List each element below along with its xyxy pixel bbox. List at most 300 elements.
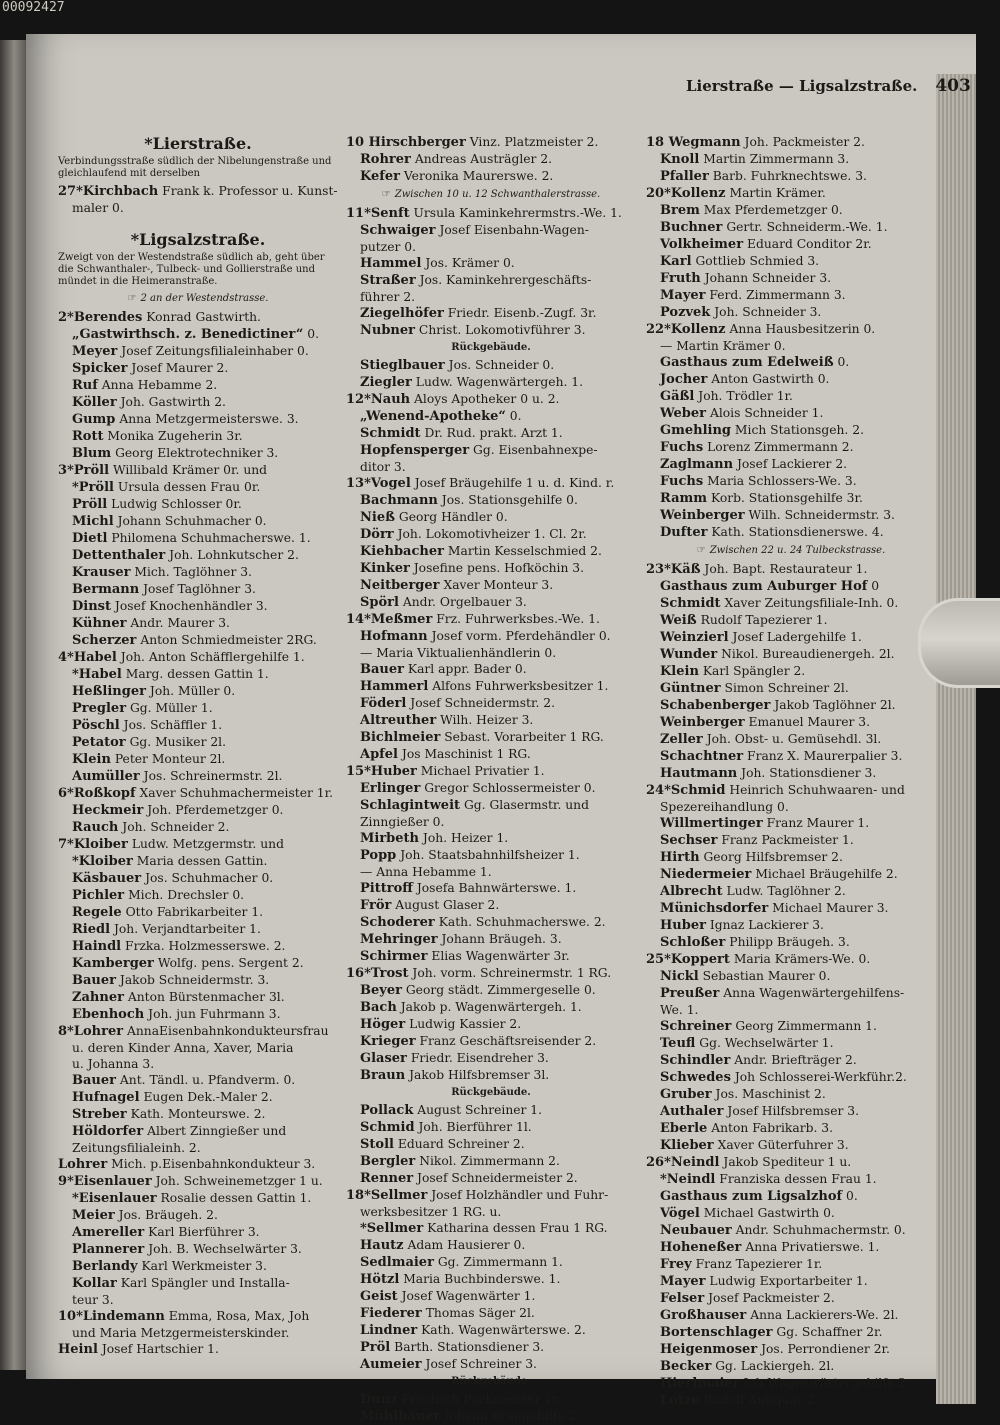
resident-name: 23*Käß [646,562,701,577]
resident-details: Xaver Güterfuhrer 3. [717,1138,849,1152]
resident-details: Spezereihandlung 0. [660,800,789,814]
resident-name: Hautmann [660,766,738,781]
resident-name: Weinzierl [660,630,729,645]
resident-name: Köller [72,395,117,410]
resident-name: Klein [660,664,699,679]
resident-entry [646,1103,936,1120]
resident-name: Pöschl [72,718,120,733]
resident-name: Bermann [72,582,140,597]
resident-details: Michael Gastwirth 0. [703,1206,835,1220]
resident-entry [58,1006,338,1023]
resident-details: Xaver Schuhmachermeister 1r. [139,786,334,800]
resident-details: — Anna Hebamme 1. [360,865,492,879]
resident-details: Anna Hebamme 2. [101,378,218,392]
resident-name: Schmidt [660,596,721,611]
resident-name: Heinl [58,1342,98,1357]
resident-details: Jos. Schuhmacher 0. [145,871,274,885]
resident-entry [346,134,636,151]
resident-name: Kollar [72,1276,117,1291]
resident-entry [646,524,936,541]
resident-entry [346,425,636,442]
resident-name: Regele [72,905,122,920]
resident-details: und Maria Metzgermeisterskinder. [72,1326,290,1340]
resident-entry [646,354,936,371]
resident-name: Stieglbauer [360,358,445,373]
resident-details: Veronika Maurerswe. 2. [403,169,554,183]
resident-entry [58,700,338,717]
resident-details: Karl Werkmeister 3. [141,1259,267,1273]
resident-details: 0. [837,355,850,369]
resident-name: Zaglmann [660,457,734,472]
resident-entry [646,1273,936,1290]
resident-name: Nickl [660,969,699,984]
resident-entry [646,1018,936,1035]
resident-entry [346,982,636,999]
resident-name: Sechser [660,833,718,848]
resident-name: Bachmann [360,493,438,508]
resident-name: Weber [660,406,707,421]
resident-name: Becker [660,1359,712,1374]
resident-entry [58,768,338,785]
resident-entry [646,968,936,985]
resident-details: Josef Wagenwärter 1. [401,1289,536,1303]
resident-details: Ludw. Wagenwärtergeh. 1. [415,375,584,389]
resident-entry [58,955,338,972]
resident-details: Ignaz Lackierer 3. [709,918,824,932]
street-description: Zweigt von der Westendstraße südlich ab, geht über die Schwanthaler-, Tulbeck- und Gollierstraße und mündet in die Heimeranstraße. [58,252,325,287]
resident-name: 6*Roßkopf [58,786,136,801]
resident-name: Aumeier [360,1357,422,1372]
resident-details: Franz Maurer 1. [766,816,870,830]
resident-entry [58,751,338,768]
resident-details: Josef Taglöhner 3. [143,582,256,596]
resident-details: Andr. Maurer 3. [130,616,230,630]
resident-name: Sedlmaier [360,1255,434,1270]
resident-entry [346,645,636,661]
resident-entry [58,1292,338,1308]
resident-details: Ludw. Metzgermstr. und [131,837,284,851]
resident-details: Jos. Maschinist 2. [715,1087,826,1101]
resident-name: Rott [72,429,104,444]
resident-details: Konrad Gastwirth. [146,310,261,324]
resident-details: Josef Hartschier 1. [101,1342,219,1356]
resident-entry [346,628,636,645]
resident-details: Mich Stationsgeh. 2. [734,423,864,437]
resident-entry [646,1341,936,1358]
resident-details: Rudolf Antiquar 2. [703,1393,819,1407]
resident-details: u. deren Kinder Anna, Xaver, Maria [72,1041,294,1055]
resident-entry [58,887,338,904]
resident-name: Bach [360,1000,397,1015]
resident-entry [58,428,338,445]
resident-entry [58,394,338,411]
resident-name: 18*Sellmer [346,1188,428,1203]
resident-name: Hoheneßer [660,1240,742,1255]
resident-details: Georg Elektrotechniker 3. [115,446,279,460]
resident-entry [58,870,338,887]
resident-entry [646,866,936,883]
resident-name: Aumüller [72,769,140,784]
resident-entry [646,422,936,439]
street-heading: *Lierstraße. [144,134,252,153]
resident-details: führer 2. [360,290,416,304]
column-right [646,134,936,1409]
resident-entry [646,595,936,612]
cross-street-text: Zwischen 22 u. 24 Tulbeckstrasse. [709,545,886,556]
resident-details: Joh. Obst- u. Gemüsehdl. 3l. [706,732,882,746]
resident-details: Maria Buchbinderswe. 1. [403,1272,561,1286]
resident-entry [58,1072,338,1089]
resident-entry [58,785,338,802]
resident-details: Heinrich Schuhwaaren- und [729,783,905,797]
resident-name: Bauer [72,1073,116,1088]
resident-entry [346,847,636,864]
resident-details: Joh. Gastwirth 2. [120,395,226,409]
resident-details: Karl appr. Bader 0. [407,662,527,676]
resident-name: Schwedes [660,1070,731,1085]
resident-entry [346,594,636,611]
resident-entry [346,255,636,272]
resident-entry [58,972,338,989]
resident-details: Franz Geschäftsreisender 2. [419,1034,597,1048]
resident-name: Heigenmoser [660,1342,758,1357]
resident-details: Anna Privatierswe. 1. [745,1240,880,1254]
resident-details: Joh. Lohnkutscher 2. [169,548,299,562]
resident-details: Joh Wagenwärtergehilfe 2. [743,1376,910,1390]
resident-name: Güntner [660,681,721,696]
resident-name: Buchner [660,220,723,235]
resident-details: Josef Knochenhändler 3. [114,599,268,613]
resident-entry [58,1023,338,1040]
resident-entry [58,717,338,734]
resident-name: Spicker [72,361,128,376]
resident-name: 16*Trost [346,966,409,981]
resident-name: Petator [72,735,126,750]
resident-name: Vögel [660,1206,700,1221]
resident-details: Josef Hilfsbremser 3. [727,1104,860,1118]
resident-details: Kath. Wagenwärterswe. 2. [421,1323,586,1337]
resident-name: Bortenschlager [660,1325,773,1340]
resident-details: u. Johanna 3. [72,1057,155,1071]
resident-details: Maria Krämers-We. 0. [733,952,871,966]
resident-name: Krieger [360,1034,416,1049]
resident-details: Josef Bräugehilfe 1 u. d. Kind. r. [414,476,615,490]
resident-name: Karl [660,254,692,269]
resident-details: Kath. Stationsdienerswe. 4. [711,525,884,539]
resident-entry [58,564,338,581]
resident-details: Anna Lackierers-We. 2l. [750,1308,899,1322]
resident-details: Friedrich Packmeister 1r. [401,1392,561,1406]
resident-entry [58,343,338,360]
resident-name: Ziegler [360,375,412,390]
resident-details: Georg Zimmermann 1. [735,1019,877,1033]
resident-name: Neubauer [660,1223,732,1238]
resident-entry [346,1288,636,1305]
resident-name: „Wenend-Apotheke“ [360,409,506,424]
resident-details: Anton Fabrikarb. 3. [711,1121,834,1135]
resident-details: Josef Holzhändler und Fuhr- [431,1188,609,1202]
resident-name: Braun [360,1068,406,1083]
resident-details: Philipp Bräugeh. 3. [729,935,850,949]
resident-entry [346,880,636,897]
resident-details: Alois Schneider 1. [709,406,824,420]
resident-name: Weinberger [660,508,745,523]
resident-details: We. 1. [660,1003,699,1017]
resident-name: Pozvek [660,305,711,320]
resident-details: August Schreiner 1. [417,1103,543,1117]
resident-entry [346,780,636,797]
resident-entry [346,1237,636,1254]
resident-details: Jakob Taglöhner 2l. [774,698,896,712]
resident-details: Josef vorm. Pferdehändler 0. [431,629,611,643]
resident-name: Neitberger [360,578,440,593]
resident-details: Georg Händler 0. [398,510,508,524]
resident-name: Pröll [72,497,108,512]
resident-details: Martin Zimmermann 3. [703,152,850,166]
resident-details: Andreas Austrägler 2. [414,152,553,166]
resident-name: Eberle [660,1121,708,1136]
resident-entry [58,1341,338,1358]
resident-entry [646,270,936,287]
resident-name: Weiß [660,613,697,628]
resident-entry [346,305,636,322]
resident-details: Joh. Verjandtarbeiter 1. [113,922,261,936]
resident-entry [58,921,338,938]
resident-entry [646,663,936,680]
resident-entry [646,185,936,202]
resident-name: *Eisenlauer [72,1191,157,1206]
resident-entry [346,526,636,543]
page-block-edge [936,74,976,1404]
resident-entry [646,1239,936,1256]
resident-entry [346,1170,636,1187]
resident-name: 8*Lohrer [58,1024,124,1039]
resident-name: Volkheimer [660,237,744,252]
resident-details: Joh. Bierführer 1l. [418,1120,532,1134]
resident-entry [646,1375,936,1392]
resident-details: Mich. Drechsler 0. [128,888,245,902]
resident-name: Schmidt [360,426,421,441]
resident-name: Krauser [72,565,131,580]
resident-entry [58,615,338,632]
resident-entry [58,1123,338,1140]
resident-name: Klieber [660,1138,714,1153]
resident-details: Martin Kesselschmied 2. [447,544,602,558]
rear-building-heading: Rückgebäude. [451,342,531,353]
resident-name: Gasthaus zum Ligsalzhof [660,1189,843,1204]
resident-details: Wilh. Schneidermstr. 3. [748,508,895,522]
resident-name: Heßlinger [72,684,146,699]
resident-details: Otto Fabrikarbeiter 1. [125,905,264,919]
resident-entry [58,1040,338,1056]
resident-name: 4*Habel [58,650,117,665]
resident-entry [58,1258,338,1275]
resident-details: Anton Gastwirth 0. [711,372,830,386]
resident-entry [646,219,936,236]
resident-details: Josefine pens. Hofköchin 3. [413,561,585,575]
pointing-hand-icon: ☞ [127,293,137,304]
resident-details: — Maria Viktualienhändlerin 0. [360,646,557,660]
resident-name: Niedermeier [660,867,752,882]
resident-details: Jakob Spediteur 1 u. [723,1155,852,1169]
resident-details: Elias Wagenwärter 3r. [431,949,570,963]
resident-name: *Sellmer [360,1221,424,1236]
resident-details: Andr. Orgelbauer 3. [402,595,527,609]
resident-name: Popp [360,848,397,863]
resident-entry [646,1290,936,1307]
resident-details: Ludwig Exportarbeiter 1. [709,1274,868,1288]
resident-name: Hofmann [360,629,428,644]
resident-name: Schloßer [660,935,726,950]
resident-details: Frz. Fuhrwerksbes.-We. 1. [436,612,600,626]
resident-name: Gasthaus zum Auburger Hof [660,579,868,594]
resident-entry [346,168,636,185]
resident-details: Josef Schreiner 3. [425,1357,537,1371]
resident-details: Joh. Staatsbahnhilfsheizer 1. [400,848,580,862]
resident-details: Emma, Rosa, Max, Joh [168,1309,310,1323]
resident-details: Xaver Monteur 3. [443,578,554,592]
resident-entry [346,864,636,880]
resident-entry [646,934,936,951]
resident-details: 0. [509,409,522,423]
resident-details: Christ. Lokomotivführer 3. [418,323,586,337]
resident-entry [346,205,636,222]
resident-entry [346,391,636,408]
resident-name: Erlinger [360,781,421,796]
resident-name: Schabenberger [660,698,771,713]
resident-details: Josef Schneidermstr. 2. [410,696,556,710]
resident-name: 22*Kollenz [646,322,726,337]
resident-name: *Pröll [72,480,114,495]
resident-details: Anna Hausbesitzerin 0. [729,322,876,336]
resident-details: Peter Monteur 2l. [114,752,226,766]
resident-details: Andr. Briefträger 2. [734,1053,857,1067]
resident-entry [346,1391,636,1408]
resident-details: Gg. Glasermstr. und [463,798,589,812]
resident-name: 24*Schmid [646,783,726,798]
resident-entry [646,561,936,578]
resident-entry [58,904,338,921]
resident-name: Kühner [72,616,127,631]
resident-entry [58,200,338,216]
resident-entry [646,236,936,253]
resident-details: Michael Privatier 1. [420,764,545,778]
resident-details: Willibald Krämer 0r. und [112,463,268,477]
resident-details: Ursula dessen Frau 0r. [117,480,261,494]
resident-details: Joh. vorm. Schreinermstr. 1 RG. [412,966,612,980]
resident-details: 0 [871,579,880,593]
resident-entry [58,1140,338,1156]
resident-entry [346,931,636,948]
resident-details: Nikol. Zimmermann 2. [419,1154,560,1168]
resident-entry [58,547,338,564]
resident-details: Gg. Eisenbahnexpe- [473,443,598,457]
resident-entry [58,513,338,530]
resident-entry [58,1190,338,1207]
resident-name: Fiederer [360,1306,422,1321]
resident-details: Josef Zeitungsfilialeinhaber 0. [121,344,309,358]
street-heading: *Ligsalzstraße. [130,230,266,249]
resident-entry [346,560,636,577]
resident-entry [58,530,338,547]
resident-details: Ferd. Zimmermann 3. [709,288,846,302]
resident-entry [346,746,636,763]
resident-details: Joh. Packmeister 2. [744,135,865,149]
resident-name: Pfaller [660,169,709,184]
resident-entry [646,253,936,270]
resident-entry [346,1408,636,1425]
resident-details: Joh. Schneider 3. [714,305,822,319]
resident-name: 2*Berendes [58,310,143,325]
header-title: Lierstraße — Ligsalzstraße. [686,77,918,95]
resident-details: Gottlieb Schmied 3. [695,254,820,268]
resident-name: Zeller [660,732,703,747]
resident-entry [346,678,636,695]
resident-details: Jos. Schreinermstr. 2l. [143,769,283,783]
resident-entry [646,371,936,388]
resident-entry [346,1356,636,1373]
resident-entry [646,151,936,168]
resident-entry [646,1256,936,1273]
resident-name: Riedl [72,922,111,937]
resident-name: Jocher [660,372,708,387]
resident-name: Scherzer [72,633,137,648]
resident-entry [646,473,936,490]
resident-entry [58,326,338,343]
resident-entry [646,1324,936,1341]
resident-name: „Gastwirthsch. z. Benedictiner“ [72,327,304,342]
resident-entry [346,1254,636,1271]
resident-entry [346,1136,636,1153]
resident-name: Mühlbauer [360,1409,441,1424]
resident-name: Stoll [360,1137,394,1152]
resident-name: Pröl [360,1340,391,1355]
resident-name: Schlagintweit [360,798,461,813]
resident-name: Pollack [360,1103,414,1118]
resident-name: Höldorfer [72,1124,144,1139]
resident-name: Pichler [72,888,125,903]
running-header [686,76,971,96]
resident-name: Fruth [660,271,701,286]
resident-details: Gg. Musiker 2l. [129,735,227,749]
resident-name: Blum [72,446,112,461]
resident-details: Barb. Fuhrknechtswe. 3. [712,169,867,183]
resident-name: Ziegelhöfer [360,306,444,321]
resident-details: Eduard Conditor 2r. [746,237,872,251]
resident-name: 9*Eisenlauer [58,1174,152,1189]
resident-entry [58,989,338,1006]
resident-details: Mich. Taglöhner 3. [134,565,252,579]
resident-entry [346,222,636,239]
resident-entry [646,646,936,663]
resident-name: Geist [360,1289,398,1304]
resident-details: Gg. Müller 1. [129,701,213,715]
resident-details: Johann Bräugehilfe 2. [444,1409,581,1423]
resident-details: Lorenz Zimmermann 2. [707,440,854,454]
resident-entry [346,1119,636,1136]
resident-name: *Habel [72,667,122,682]
resident-entry [58,581,338,598]
resident-entry [646,917,936,934]
resident-entry [346,151,636,168]
resident-details: Max Pferdemetzger 0. [703,203,843,217]
resident-details: Nikol. Bureaudienergeh. 2l. [721,647,895,661]
resident-details: Ant. Tändl. u. Pfandverm. 0. [119,1073,296,1087]
resident-name: Bauer [72,973,116,988]
resident-name: 14*Meßmer [346,612,433,627]
resident-entry [346,357,636,374]
column-left [58,134,338,1358]
